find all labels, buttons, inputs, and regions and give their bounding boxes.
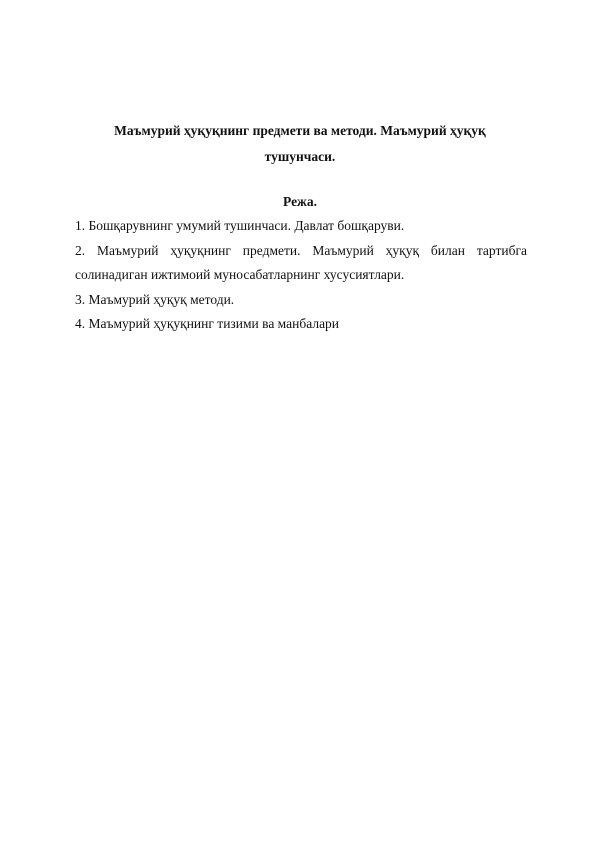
plan-list: [75, 214, 527, 337]
plan-item-4: 4. Маъмурий ҳуқуқнинг тизими ва манбалари: [75, 316, 340, 331]
plan-item-3: 3. Маъмурий ҳуқуқ методи.: [75, 291, 235, 307]
title-line-1: Маъмурий ҳуқуқнинг предмети ва методи. Маъмурий ҳуқуқ: [114, 123, 486, 138]
document-title: [88, 118, 512, 170]
plan-item-1: 1. Бошқарувнинг умумий тушинчаси. Давлат бошқаруви.: [75, 218, 405, 233]
plan-item-2: 2. Маъмурий ҳуқуқнинг предмети. Маъмурий ҳуқуқ билан тартибга солинадиган ижтимоий муносабатларнинг хусусиятлари.: [75, 242, 527, 282]
title-line-2: тушунчаси.: [264, 149, 336, 164]
plan-heading: Режа.: [283, 194, 317, 209]
